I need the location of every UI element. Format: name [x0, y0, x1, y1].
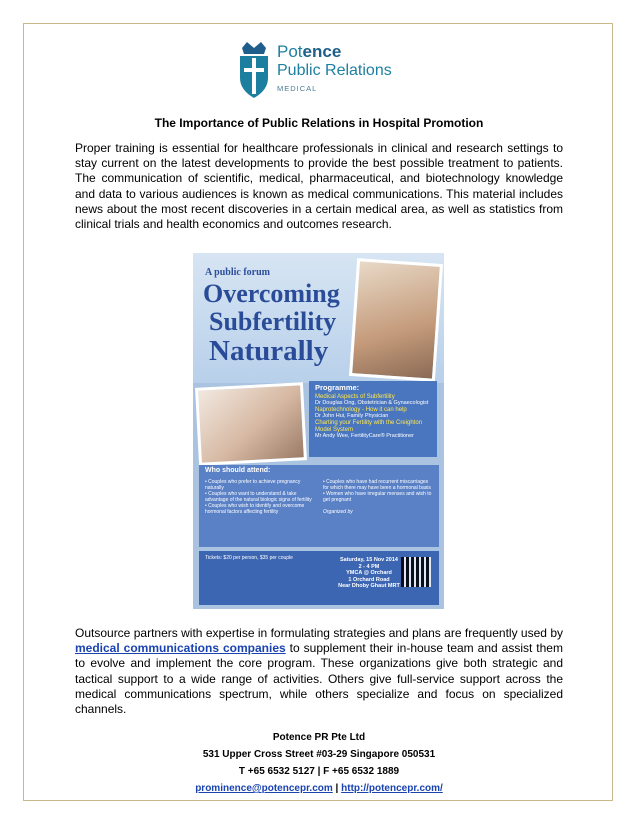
poster-heading-line1: Overcoming — [203, 279, 340, 308]
who-item: • Couples who wish to identify and overcome hormonal factors affecting fertility — [205, 503, 305, 515]
outsource-paragraph — [75, 626, 563, 717]
poster-heading-line3: Naturally — [209, 335, 329, 367]
crown-shield-icon — [236, 40, 272, 100]
programme-item: Charting your Fertility with the Creighton Model System — [315, 419, 423, 433]
poster-heading-line2: Subfertility — [209, 307, 337, 336]
footer-separator: | — [332, 783, 342, 794]
programme-item: Medical Aspects of Subfertility — [315, 393, 395, 400]
poster-programme — [309, 381, 437, 457]
poster-tickets: Tickets: $20 per person, $35 per couple — [205, 555, 293, 561]
event-venue: YMCA @ Orchard — [346, 570, 392, 576]
qr-code-icon — [401, 557, 431, 587]
who-right-column — [323, 479, 433, 515]
logo-brand-name: Potence — [277, 42, 342, 61]
poster-who-should-attend — [199, 465, 439, 547]
email-link[interactable]: prominence@potencepr.com — [195, 783, 333, 794]
paragraph-text: to supplement their in-house team and assist them to evolve and implement the core program. These organizations give both strategic and tactical support to a wide range of activities. Others give full-service support across the medical communications spectrum, while others specialize and focus on specialized channels. — [75, 641, 563, 717]
event-time: 2 - 4 PM — [358, 563, 380, 570]
organized-by-label: Organized by — [323, 509, 353, 515]
footer-contact — [0, 783, 638, 794]
company-logo — [234, 38, 414, 100]
couple-photo — [349, 258, 443, 382]
programme-title: Programme: — [315, 383, 360, 392]
forum-poster-image — [193, 253, 444, 609]
event-date: Saturday, 15 Nov 2014 — [340, 557, 398, 563]
website-link[interactable]: http://potencepr.com/ — [341, 783, 443, 794]
event-address: 1 Orchard Road — [348, 576, 390, 583]
footer-company: Potence PR Pte Ltd — [272, 732, 366, 743]
intro-paragraph: Proper training is essential for healthcare professionals in clinical and research settings to stay current on the latest developments to provide the best possible treatment to patients. The communication of scientific, medical, pharmaceutical, and biotechnology knowledge and data to various audiences is known as medical communications. This material includes news about the most recent discoveries in a certain medical area, as well as statistics from clinical trials and health economics and outcomes research. — [75, 141, 563, 232]
who-item: • Women who have irregular menses and wish to get pregnant — [323, 491, 432, 503]
programme-item: Naprotechnology - How it can help — [315, 406, 407, 413]
event-landmark: Near Dhoby Ghaut MRT — [338, 583, 400, 589]
who-item: • Couples who prefer to achieve pregnancy naturally — [205, 479, 301, 491]
footer-address: 531 Upper Cross Street #03-29 Singapore 050531 — [202, 749, 436, 760]
poster-event-details — [329, 557, 409, 590]
programme-item: Dr Douglas Ong, Obstetrician & Gynaecologist — [315, 400, 429, 407]
logo-brand-line2: Public Relations — [277, 62, 392, 79]
who-left-column — [205, 479, 315, 515]
poster-footer — [199, 551, 439, 605]
footer-phone: T +65 6532 5127 | F +65 6532 1889 — [238, 766, 400, 777]
page-title: The Importance of Public Relations in Hospital Promotion — [154, 116, 484, 130]
paragraph-text: Outsource partners with expertise in formulating strategies and plans are frequently used by — [75, 626, 563, 640]
medical-communications-link[interactable]: medical communications companies — [75, 641, 286, 656]
programme-item: Mr Andy Wee, FertilityCare® Practitioner — [315, 433, 415, 440]
who-item: • Couples who have had recurrent miscarriages for which there may have been a hormonal basis — [323, 479, 431, 491]
poster-forum-label: A public forum — [205, 267, 271, 278]
who-title: Who should attend: — [205, 467, 271, 474]
family-photo — [195, 382, 307, 466]
who-item: • Couples who want to understand & take advantage of the natural biologic signs of fertility — [205, 491, 312, 503]
programme-item: Dr John Hui, Family Physician — [315, 413, 389, 420]
logo-brand-line3: MEDICAL — [277, 84, 318, 93]
